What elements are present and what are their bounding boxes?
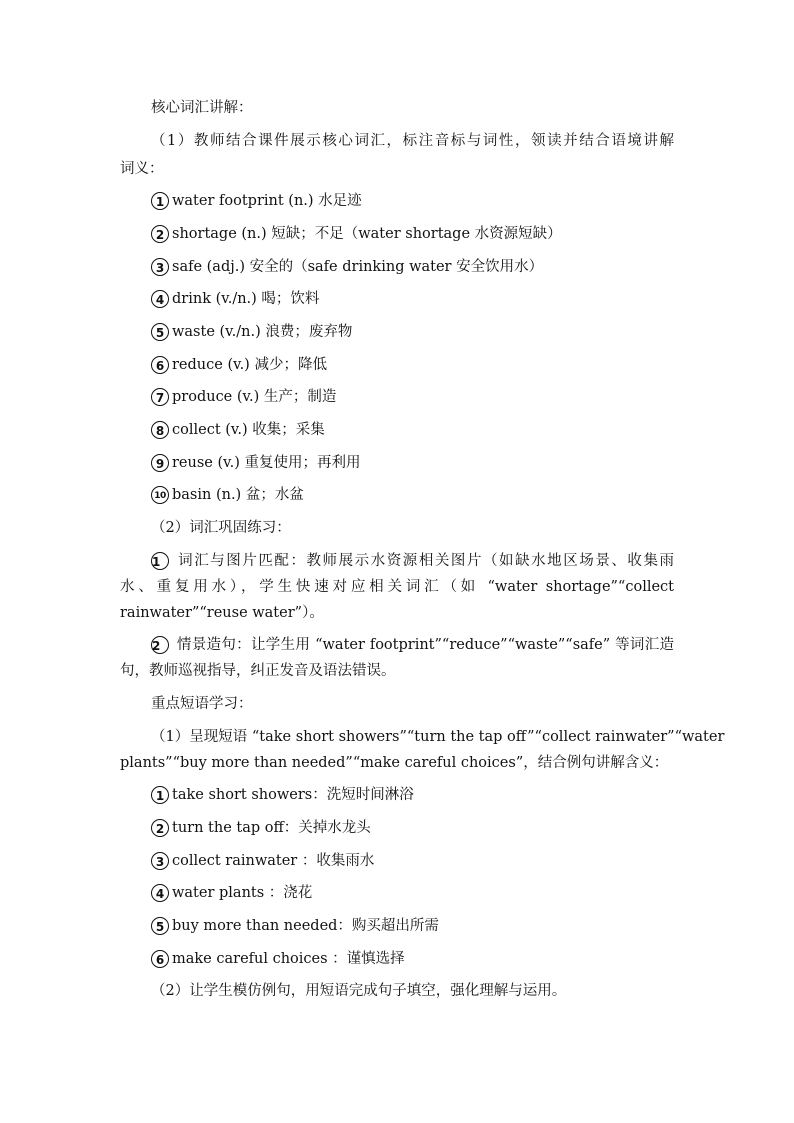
- step1-line2: 词义：: [120, 161, 164, 177]
- vocab-text: reuse (v.) 重复使用；再利用: [172, 455, 361, 471]
- vocab-text: shortage (n.) 短缺；不足（water shortage 水资源短缺）: [172, 226, 562, 242]
- circled-number-icon: 3: [151, 258, 169, 276]
- step1-line1: （1）教师结合课件展示核心词汇，标注音标与词性，领读并结合语境讲解: [151, 133, 674, 149]
- practice1-line2: 水、重复用水），学生快速对应相关词汇（如 “water shortage”“collect: [120, 579, 674, 595]
- practice2-line2: 句，教师巡视指导，纠正发音及语法错误。: [120, 663, 396, 679]
- phrase-item: [151, 883, 312, 903]
- vocab-text: water footprint (n.) 水足迹: [172, 193, 362, 209]
- vocab-item: [151, 257, 543, 277]
- phrase-step1-line2: plants”“buy more than needed”“make careful choices”，结合例句讲解含义：: [120, 755, 669, 771]
- phrase-text: buy more than needed：购买超出所需: [172, 918, 439, 934]
- vocab-text: safe (adj.) 安全的（safe drinking water 安全饮用水）: [172, 259, 544, 275]
- phrase-text: take short showers：洗短时间淋浴: [172, 787, 414, 803]
- phrase-item: [151, 949, 405, 969]
- vocab-text: collect (v.) 收集；采集: [172, 422, 325, 438]
- circled-number-icon: 7: [151, 388, 169, 406]
- phrase-item: [151, 785, 414, 805]
- vocab-item: [151, 224, 562, 244]
- practice1-line1: 1 词汇与图片匹配：教师展示水资源相关图片（如缺水地区场景、收集雨: [152, 553, 674, 569]
- circled-number-icon: 6: [151, 950, 169, 968]
- vocab-item: [151, 387, 336, 407]
- phrase-text: collect rainwater ：收集雨水: [172, 853, 375, 869]
- circled-number-icon: 5: [151, 917, 169, 935]
- circled-number-icon: 3: [151, 852, 169, 870]
- section-title-vocabulary: 核心词汇讲解：: [151, 100, 253, 116]
- vocab-item: [151, 485, 304, 505]
- phrase-step1-line1: （1）呈现短语 “take short showers”“turn the tap off”“collect rainwater”“water: [151, 729, 725, 745]
- vocab-text: drink (v./n.) 喝；饮料: [172, 291, 320, 307]
- vocab-text: produce (v.) 生产；制造: [172, 389, 337, 405]
- vocab-text: waste (v./n.) 浪费；废弃物: [172, 324, 353, 340]
- circled-number-icon: 4: [151, 290, 169, 308]
- practice2-line1: 2 情景造句：让学生用 “water footprint”“reduce”“waste”“safe” 等词汇造: [152, 637, 674, 653]
- vocab-item: [151, 355, 327, 375]
- vocab-text: reduce (v.) 减少；降低: [172, 357, 327, 373]
- vocab-item: [151, 322, 352, 342]
- circled-number-icon: 5: [151, 323, 169, 341]
- phrase-item: [151, 851, 374, 871]
- circled-number-icon: 10: [151, 486, 169, 504]
- circled-number-icon: 1: [151, 786, 169, 804]
- circled-number-icon: 2: [151, 225, 169, 243]
- vocab-item: [151, 191, 362, 211]
- circled-number-icon: 2: [151, 819, 169, 837]
- vocab-item: [151, 289, 319, 309]
- phrase-step2: （2）让学生模仿例句，用短语完成句子填空，强化理解与运用。: [151, 983, 567, 999]
- circled-number-icon: 6: [151, 356, 169, 374]
- circled-number-icon: 1: [151, 552, 169, 570]
- step2-title: （2）词汇巩固练习：: [151, 520, 291, 536]
- vocab-item: [151, 453, 361, 473]
- circled-number-icon: 1: [151, 192, 169, 210]
- phrase-text: make careful choices ：谨慎选择: [172, 951, 405, 967]
- circled-number-icon: 4: [151, 884, 169, 902]
- practice1-line3: rainwater”“reuse water”）。: [120, 605, 324, 621]
- circled-number-icon: 2: [151, 636, 169, 654]
- circled-number-icon: 9: [151, 454, 169, 472]
- phrase-text: turn the tap off：关掉水龙头: [172, 820, 371, 836]
- section-title-phrases: 重点短语学习：: [151, 696, 253, 712]
- vocab-text: basin (n.) 盆；水盆: [172, 487, 304, 503]
- phrase-text: water plants ：浇花: [172, 885, 313, 901]
- vocab-item: [151, 420, 325, 440]
- phrase-item: [151, 916, 439, 936]
- phrase-item: [151, 818, 371, 838]
- circled-number-icon: 8: [151, 421, 169, 439]
